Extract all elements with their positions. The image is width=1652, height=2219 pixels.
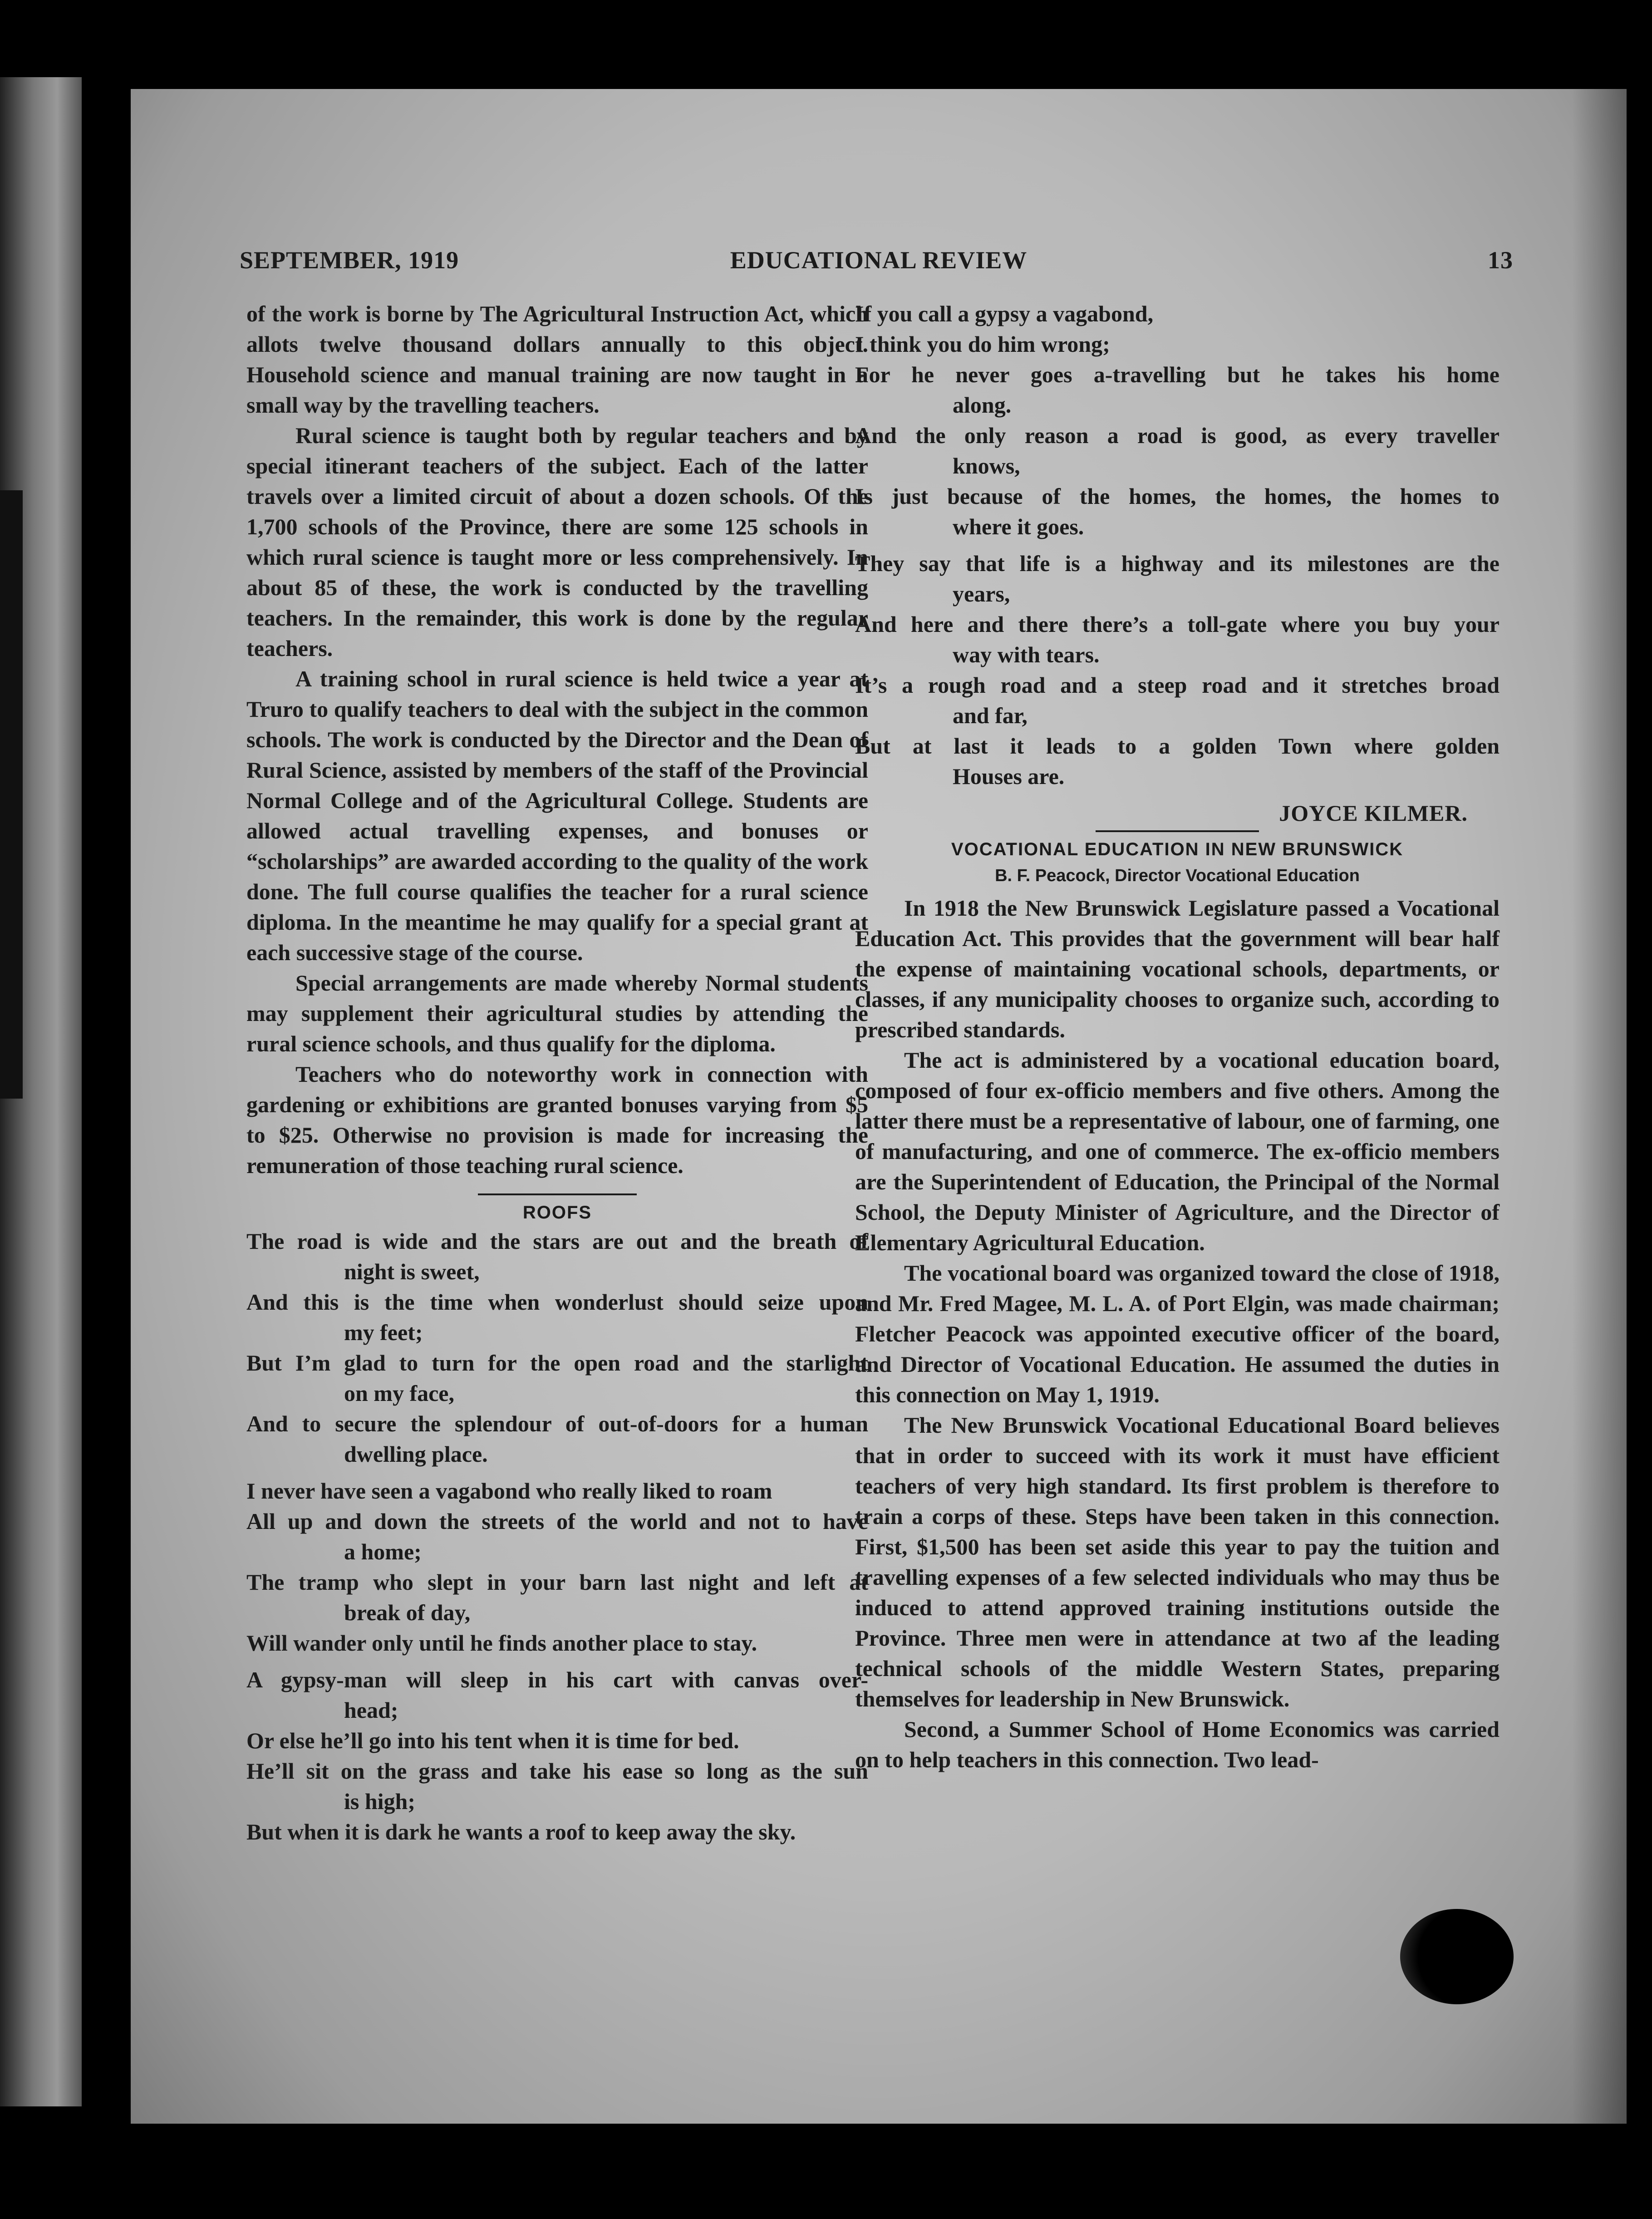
poem-body-continued bbox=[855, 299, 1500, 792]
poem-line: They say that life is a highway and its milestones are the bbox=[855, 551, 1500, 576]
poem-line: And the only reason a road is good, as every traveller bbox=[855, 423, 1500, 448]
poem-line-continuation: head; bbox=[344, 1697, 398, 1723]
paragraph: In 1918 the New Brunswick Legislature passed a Vocational Education Act. This provides that the government will bear half the expense of maintaining vocational schools, departments, or classes, if any municipality chooses to organize such, according to prescribed standards. bbox=[855, 895, 1500, 1042]
poem-line: And to secure the splendour of out-of-doors for a human bbox=[246, 1411, 868, 1436]
paragraph: The New Brunswick Vocational Educational Board believes that in order to succeed with its work it must have efficient teachers of very high standard. Its first problem is therefore to train a corps of these. Steps have been taken in this connection. First, $1,500 has been set aside this year to pay the tuition and travelling expenses of a few selected individuals who may thus be induced to attend approved training institutions outside the Province. Three men were in attendance at two af the leading technical schools of the middle Western States, preparing themselves for leadership in New Brunswick. bbox=[855, 1412, 1500, 1711]
poem-line: Or else he’ll go into his tent when it is time for bed. bbox=[246, 1728, 739, 1753]
poem-line: But at last it leads to a golden Town where golden bbox=[855, 733, 1500, 759]
facing-page-dark-band bbox=[0, 490, 23, 1099]
poem-line: He’ll sit on the grass and take his ease so long as the sun bbox=[246, 1758, 868, 1784]
poem-line-continuation: is high; bbox=[344, 1789, 416, 1814]
paragraph: The vocational board was organized toward the close of 1918, and Mr. Fred Magee, M. L. A. of Port Elgin, was made chairman; Fletcher Peacock was appointed executive officer of the board, and Director of Vocational Education. He assumed the duties in this connection on May 1, 1919. bbox=[855, 1260, 1500, 1407]
poem-line: Will wander only until he finds another place to stay. bbox=[246, 1630, 757, 1656]
magazine-page bbox=[131, 89, 1627, 2124]
section-divider bbox=[478, 1193, 637, 1195]
article-title: VOCATIONAL EDUCATION IN NEW BRUNSWICK bbox=[951, 839, 1404, 859]
scan-artifact bbox=[1400, 1909, 1514, 2004]
left-column bbox=[246, 299, 868, 1854]
poem-line-continuation: break of day, bbox=[344, 1600, 471, 1625]
page-number: 13 bbox=[1488, 247, 1513, 274]
poem-line-continuation: years, bbox=[953, 581, 1010, 607]
poem-body bbox=[246, 1226, 868, 1847]
poem-line: I never have seen a vagabond who really liked to roam bbox=[246, 1478, 772, 1504]
poem-line: But when it is dark he wants a roof to keep away the sky. bbox=[246, 1819, 796, 1844]
poem-line: All up and down the streets of the world and not to have bbox=[246, 1509, 868, 1534]
paragraph: The act is administered by a vocational education board, composed of four ex-officio members and five others. Among the latter there must be a representative of labour, one of farming, one of manufacturing, and one of commerce. The ex-officio members are the Superintendent of Education, the Principal of the Normal School, the Deputy Minister of Agriculture, and the Director of Elementary Agricultural Education. bbox=[855, 1047, 1500, 1255]
paragraph: Special arrangements are made whereby Normal students may supplement their agricultural studies by attending the rural science schools, and thus qualify for the diploma. bbox=[246, 970, 868, 1056]
right-column bbox=[855, 299, 1500, 1775]
poem-line-continuation: a home; bbox=[344, 1539, 422, 1564]
poem-line: I think you do him wrong; bbox=[855, 331, 1110, 357]
poem-line: It’s a rough road and a steep road and it stretches broad bbox=[855, 672, 1500, 698]
poem-line: If you call a gypsy a vagabond, bbox=[855, 301, 1154, 326]
poem-line-continuation: my feet; bbox=[344, 1320, 423, 1345]
publication-title: EDUCATIONAL REVIEW bbox=[730, 247, 1028, 274]
poem-stanza bbox=[246, 1665, 868, 1847]
poem-title: ROOFS bbox=[522, 1203, 592, 1223]
poem-stanza bbox=[855, 548, 1500, 792]
poem-line: But I’m glad to turn for the open road and the starlight bbox=[246, 1350, 868, 1376]
paragraph: A training school in rural science is held twice a year at Truro to qualify teachers to deal with the subject in the common schools. The work is conducted by the Director and the Dean of Rural Science, assisted by members of the staff of the Provincial Normal College and of the Agricultural College. Students are allowed actual travelling expenses, and bonuses or “scholarships” are awarded according to the quality of the work done. The full course qualifies the teacher for a rural science diploma. In the meantime he may qualify for a special grant at each successive stage of the course. bbox=[246, 666, 868, 965]
poem-line: A gypsy-man will sleep in his cart with canvas over- bbox=[246, 1667, 868, 1692]
paragraph: Teachers who do noteworthy work in connection with gardening or exhibitions are granted bonuses varying from $5 to $25. Otherwise no provision is made for increasing the remuneration of those teaching rural science. bbox=[246, 1061, 868, 1178]
poem-line: Is just because of the homes, the homes, the homes to bbox=[855, 483, 1500, 509]
poem-line-continuation: where it goes. bbox=[953, 514, 1084, 539]
poem-line: The tramp who slept in your barn last night and left at bbox=[246, 1569, 868, 1595]
poem-line-continuation: way with tears. bbox=[953, 642, 1100, 667]
paragraph: Second, a Summer School of Home Economics was carried on to help teachers in this connection. Two lead- bbox=[855, 1716, 1500, 1772]
article-byline: B. F. Peacock, Director Vocational Education bbox=[995, 866, 1360, 885]
paragraph: Rural science is taught both by regular teachers and by special itinerant teachers of the subject. Each of the latter travels over a limited circuit of about a dozen schools. Of the 1,700 schools of the Province, there are some 125 schools in which rural science is taught more or less comprehensively. In about 85 of these, the work is conducted by the travelling teachers. In the remainder, this work is done by the regular teachers. bbox=[246, 423, 868, 661]
poem-line: And here and there there’s a toll-gate where you buy your bbox=[855, 611, 1500, 637]
poem-line: And this is the time when wonderlust should seize upon bbox=[246, 1289, 868, 1315]
poem-stanza bbox=[246, 1226, 868, 1469]
poem-line: For he never goes a-travelling but he takes his home bbox=[855, 362, 1500, 387]
paragraph: of the work is borne by The Agricultural Instruction Act, which allots twelve thousand dollars annually to this object. Household science and manual training are now taught in a small way by the travelling teachers. bbox=[246, 301, 868, 418]
poem-line-continuation: along. bbox=[953, 392, 1012, 418]
poem-line-continuation: night is sweet, bbox=[344, 1259, 480, 1284]
poem-stanza bbox=[246, 1476, 868, 1658]
poem-stanza bbox=[855, 299, 1500, 542]
poem-author: JOYCE KILMER. bbox=[1279, 800, 1468, 826]
section-divider bbox=[1096, 830, 1259, 832]
poem-line-continuation: Houses are. bbox=[953, 764, 1065, 789]
issue-date: SEPTEMBER, 1919 bbox=[240, 247, 459, 274]
page-shadow bbox=[1572, 89, 1627, 2124]
poem-line-continuation: dwelling place. bbox=[344, 1441, 488, 1467]
poem-line: The road is wide and the stars are out and the breath of bbox=[246, 1228, 868, 1254]
poem-line-continuation: knows, bbox=[953, 453, 1020, 478]
poem-line-continuation: and far, bbox=[953, 703, 1028, 728]
poem-line-continuation: on my face, bbox=[344, 1381, 454, 1406]
